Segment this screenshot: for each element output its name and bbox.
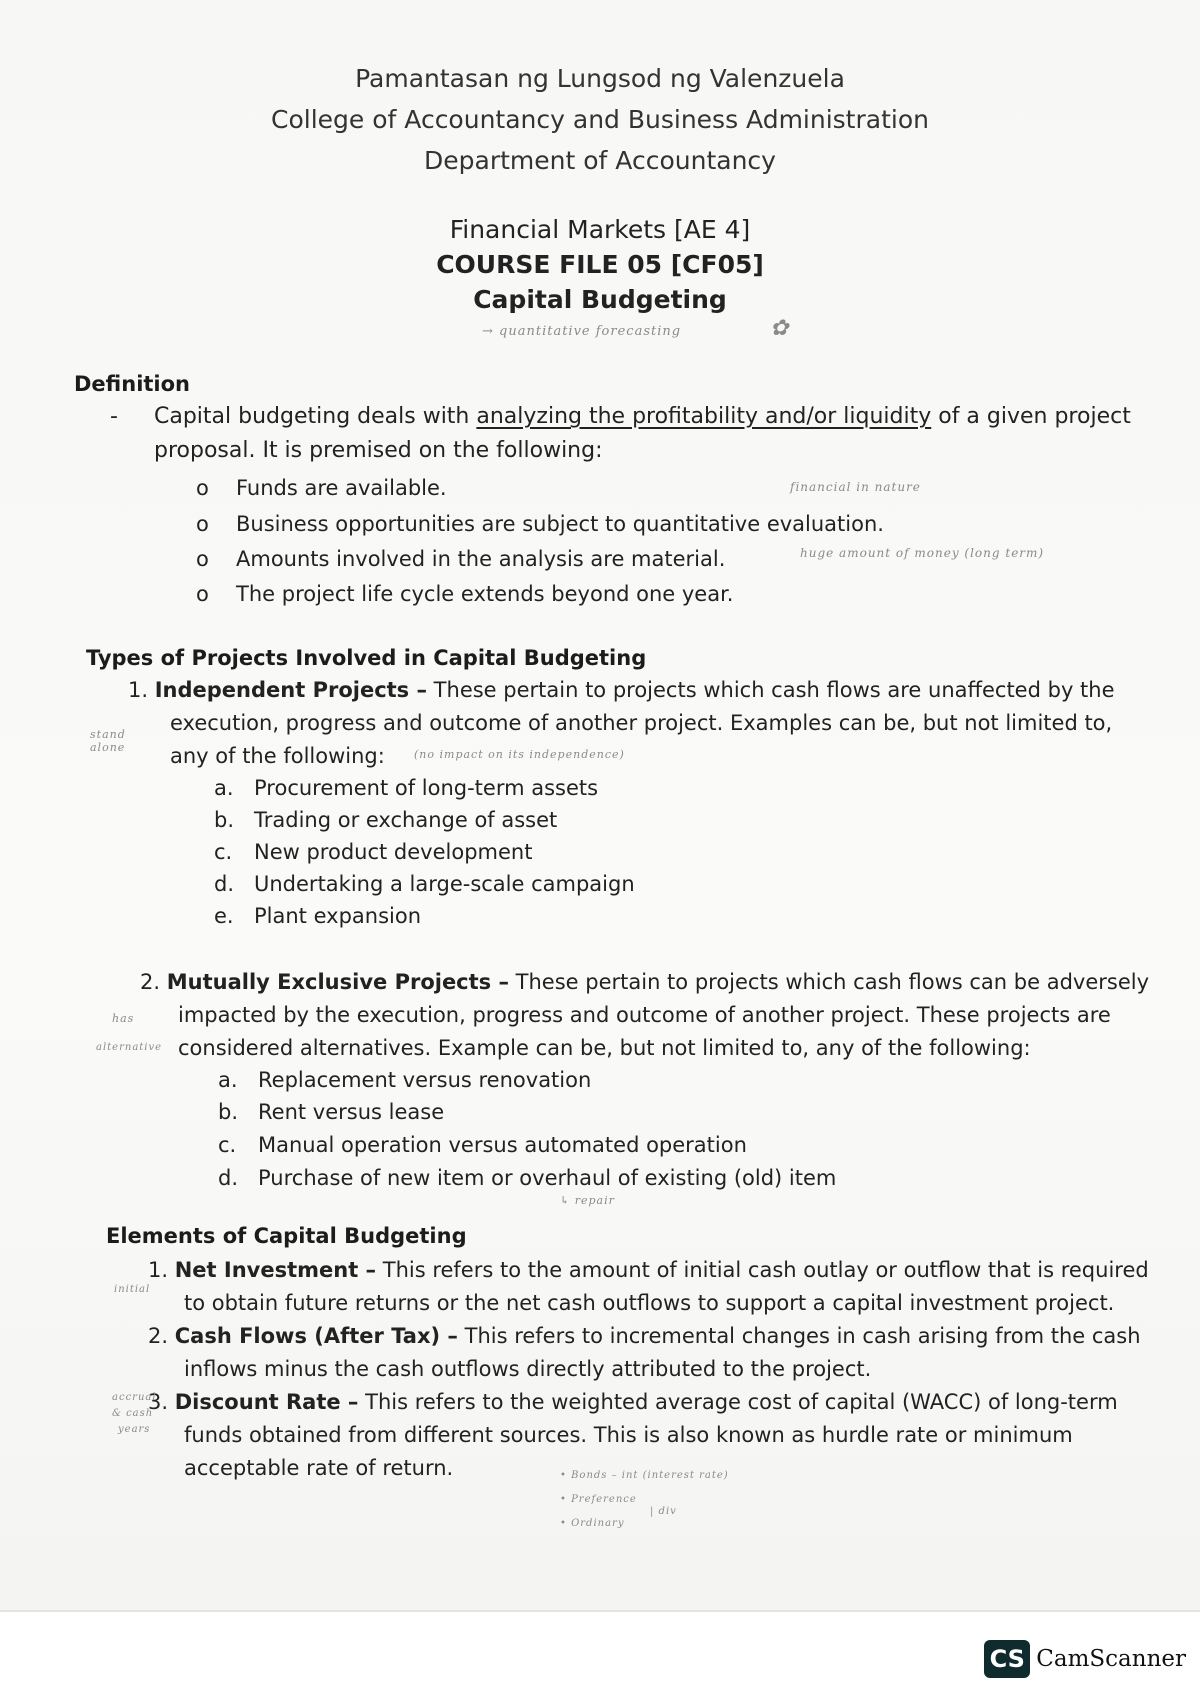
handwritten-note-topic: → quantitative forecasting — [482, 324, 682, 339]
independent-projects-line3: any of the following: — [170, 744, 385, 768]
college-name: College of Accountancy and Business Administration — [271, 105, 929, 134]
handwritten-note-has: has — [112, 1012, 135, 1025]
independent-example: b. Trading or exchange of asset — [214, 808, 558, 832]
element-net-investment-line1: 1. Net Investment – This refers to the amount of initial cash outlay or outflow that is required — [148, 1258, 1149, 1282]
definition-item: o Funds are available. — [196, 476, 447, 500]
independent-example: d. Undertaking a large-scale campaign — [214, 872, 635, 896]
flower-doodle-icon: ✿ — [770, 316, 790, 341]
definition-bullet: - — [110, 404, 118, 429]
elements-heading: Elements of Capital Budgeting — [106, 1224, 467, 1248]
handwritten-note-independence: (no impact on its independence) — [414, 748, 625, 761]
course-name: Financial Markets [AE 4] — [449, 215, 751, 244]
exclusive-example: a. Replacement versus renovation — [218, 1068, 592, 1092]
handwritten-note-years: years — [118, 1424, 151, 1435]
exclusive-example: d. Purchase of new item or overhaul of existing (old) item — [218, 1166, 837, 1190]
definition-heading: Definition — [74, 372, 191, 396]
handwritten-note-cash: & cash — [112, 1408, 154, 1419]
element-cash-flows-line2: inflows minus the cash outflows directly attributed to the project. — [184, 1357, 872, 1381]
element-discount-rate-line1: 3. Discount Rate – This refers to the weighted average cost of capital (WACC) of long-term — [148, 1390, 1118, 1414]
independent-projects-line2: execution, progress and outcome of another project. Examples can be, but not limited to, — [170, 711, 1113, 735]
definition-paragraph-line1: Capital budgeting deals with analyzing the profitability and/or liquidity of a given project — [154, 404, 1131, 429]
handwritten-note-ordinary: • Ordinary — [560, 1518, 625, 1529]
mutually-exclusive-line2: impacted by the execution, progress and outcome of another project. These projects are — [178, 1003, 1111, 1027]
element-net-investment-line2: to obtain future returns or the net cash outflows to support a capital investment project. — [184, 1291, 1115, 1315]
camscanner-logo-icon: CS — [984, 1640, 1030, 1678]
independent-projects-line1: 1. Independent Projects – These pertain to projects which cash flows are unaffected by the — [128, 678, 1115, 702]
handwritten-note-alternative: alternative — [96, 1042, 163, 1053]
camscanner-brand: CamScanner — [1036, 1646, 1186, 1672]
department-name: Department of Accountancy — [424, 146, 776, 175]
element-cash-flows-line1: 2. Cash Flows (After Tax) – This refers to incremental changes in cash arising from the cash — [148, 1324, 1141, 1348]
handwritten-note-preference: • Preference — [560, 1494, 637, 1505]
exclusive-example: b. Rent versus lease — [218, 1100, 445, 1124]
mutually-exclusive-line3: considered alternatives. Example can be, but not limited to, any of the following: — [178, 1036, 1031, 1060]
handwritten-note-accrual: accrual — [112, 1392, 157, 1403]
element-discount-rate-line3: acceptable rate of return. — [184, 1456, 454, 1480]
university-name: Pamantasan ng Lungsod ng Valenzuela — [355, 64, 845, 93]
handwritten-note-initial: initial — [114, 1284, 151, 1295]
camscanner-watermark — [984, 1640, 1186, 1678]
page-title: Capital Budgeting — [473, 285, 727, 314]
independent-example: a. Procurement of long-term assets — [214, 776, 599, 800]
handwritten-note-standalone: stand alone — [90, 728, 126, 754]
definition-paragraph-line2: proposal. It is premised on the following: — [154, 438, 603, 463]
independent-example: e. Plant expansion — [214, 904, 422, 928]
institution-header — [0, 58, 1200, 181]
exclusive-example: c. Manual operation versus automated operation — [218, 1133, 747, 1157]
definition-item: o Amounts involved in the analysis are material. — [196, 547, 726, 571]
handwritten-note-bonds: • Bonds – int (interest rate) — [560, 1470, 729, 1481]
definition-item: o The project life cycle extends beyond one year. — [196, 582, 734, 606]
course-file: COURSE FILE 05 [CF05] — [436, 250, 764, 279]
handwritten-note-financial: financial in nature — [790, 480, 921, 494]
course-header — [0, 212, 1200, 317]
element-discount-rate-line2: funds obtained from different sources. This is also known as hurdle rate or minimum — [184, 1423, 1073, 1447]
handwritten-note-div: | div — [650, 1506, 677, 1517]
independent-example: c. New product development — [214, 840, 533, 864]
types-heading: Types of Projects Involved in Capital Budgeting — [86, 646, 647, 670]
handwritten-note-material: huge amount of money (long term) — [800, 546, 1045, 560]
mutually-exclusive-line1: 2. Mutually Exclusive Projects – These pertain to projects which cash flows can be adversely — [140, 970, 1150, 994]
definition-item: o Business opportunities are subject to quantitative evaluation. — [196, 512, 884, 536]
handwritten-note-repair: ↳ repair — [560, 1194, 615, 1207]
